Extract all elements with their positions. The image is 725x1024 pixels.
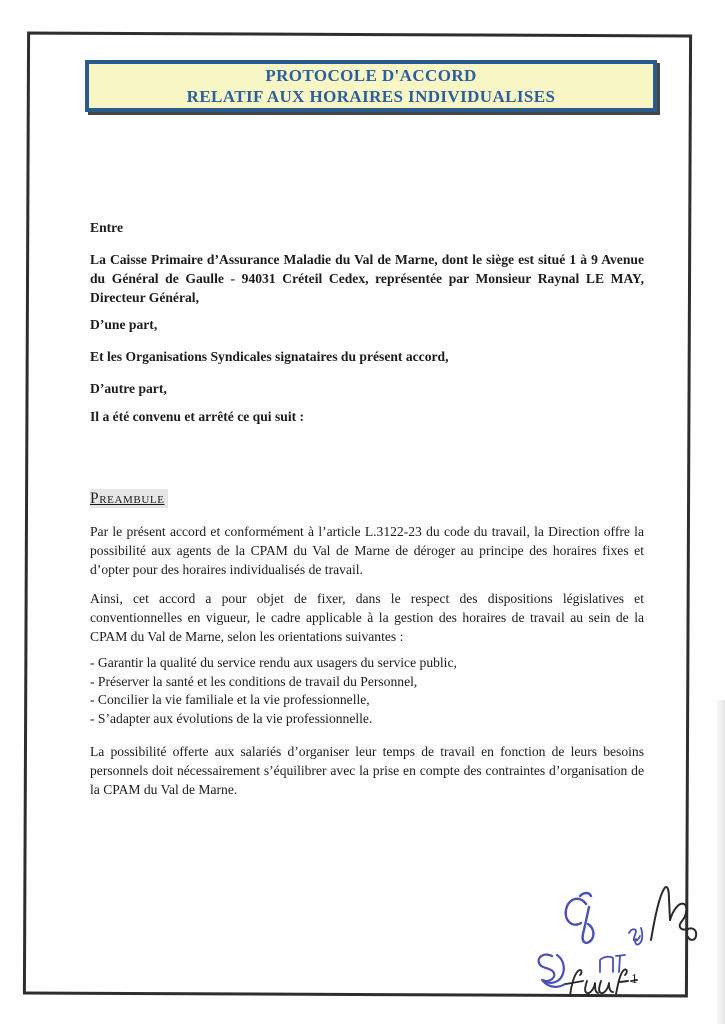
intro-party2: Et les Organisations Syndicales signataires du présent accord, (90, 349, 449, 364)
preambule-paragraph-3: La possibilité offerte aux salariés d’organiser leur temps de travail en fonction de leurs besoins personnels doit nécessairement s’équilibrer avec la prise en compte des contraintes d’organisation de la CPAM du Val de Marne. (90, 744, 644, 797)
handwritten-scribble-black (651, 887, 696, 940)
list-item: - Préserver la santé et les conditions de travail du Personnel, (90, 673, 418, 689)
document-body (90, 218, 644, 799)
list-item: - Garantir la qualité du service rendu aux usagers du service public, (90, 655, 457, 670)
handwritten-signatures (530, 860, 700, 1000)
preambule-heading: Preambule (90, 489, 168, 508)
handwritten-initials-sd (539, 955, 565, 987)
intro-dautre-part: D’autre part, (90, 381, 167, 396)
list-item: - S’adapter aux évolutions de la vie professionnelle. (90, 710, 373, 726)
handwritten-initials-cj (566, 893, 594, 943)
intro-convenu: Il a été convenu et arrêté ce qui suit : (90, 409, 305, 424)
title-banner (85, 60, 657, 112)
handwritten-signature-fuuf (566, 969, 637, 996)
intro-dune-part: D’une part, (90, 317, 158, 332)
intro-entre: Entre (90, 220, 123, 235)
handwritten-initials-nt (600, 955, 625, 972)
list-item: - Concilier la vie familiale et la vie professionnelle, (90, 692, 370, 707)
document-title-line1: PROTOCOLE D'ACCORD (265, 66, 477, 85)
orientation-list (90, 654, 644, 728)
preambule-paragraph-1: Par le présent accord et conformément à l’article L.3122-23 du code du travail, la Direction offre la possibilité aux agents de la CPAM du Val de Marne de déroger au principe des horaires fixes et d’opter pour des horaires individualisés de travail. (90, 524, 644, 577)
scan-edge-shadow (715, 700, 725, 1024)
handwritten-initials-ig (629, 928, 642, 945)
page-number: 1 (631, 971, 638, 986)
preambule-paragraph-2: Ainsi, cet accord a pour objet de fixer, dans le respect des dispositions législatives et conventionnelles en vigueur, le cadre applicable à la gestion des horaires de travail au sein de la CPAM du Val de Marne, selon les orientations suivantes : (90, 591, 644, 644)
document-title-line2: RELATIF AUX HORAIRES INDIVIDUALISES (186, 87, 556, 106)
intro-party1: La Caisse Primaire d’Assurance Maladie du Val de Marne, dont le siège est situé 1 à 9 Avenue du Général de Gaulle - 94031 Créteil Cedex, représentée par Monsieur Raynal LE MAY, Directeur Général, (90, 252, 644, 305)
